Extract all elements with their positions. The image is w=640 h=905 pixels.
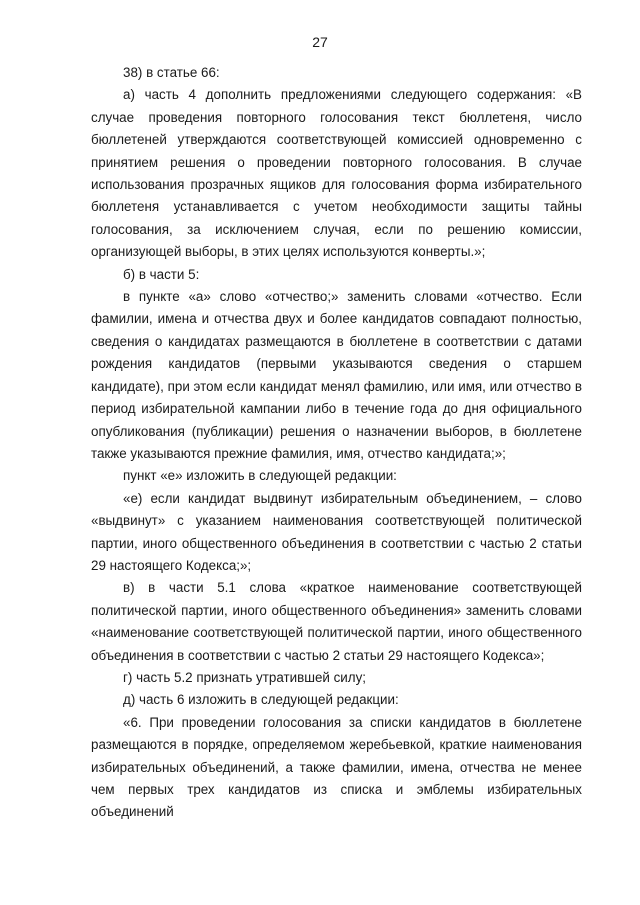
- paragraph-point-e-text: «е) если кандидат выдвинут избирательным объединением, – слово «выдвинут» с указанием наименования соответствующей политической партии, иного общественного объединения в соответствии с частью 2 статьи 29 настоящего Кодекса;»;: [91, 490, 582, 573]
- page-number: 27: [312, 34, 328, 50]
- paragraph-item-a: а) часть 4 дополнить предложениями следующего содержания: «В случае проведения повторного голосования текст бюллетеня, число бюллетеней утверждаются соответствующей комиссией одновременно с принятием решения о проведении повторного голосования. В случае использования прозрачных ящиков для голосования форма избирательного бюллетеня устанавливается с учетом необходимости защиты тайны голосования, за исключением случая, если по решению комиссии, организующей выборы, в этих целях используются конверты.»;: [91, 87, 582, 260]
- paragraph-part-6-text: «6. При проведении голосования за списки кандидатов в бюллетене размещаются в порядке, определяемом жеребьевкой, краткие наименования избирательных объединений, а также фамилии, имена, отчества не менее чем первых трех кандидатов из списка и эмблемы избирательных объединений: [91, 714, 582, 820]
- document-body: [91, 62, 582, 824]
- paragraph-article-66-heading: 38) в статье 66:: [123, 65, 220, 80]
- paragraph-point-a-amendment: в пункте «а» слово «отчество;» заменить словами «отчество. Если фамилии, имена и отчества двух и более кандидатов совпадают полностью, сведения о кандидатах размещаются в бюллетене в соответствии с датами рождения кандидатов (первыми указываются сведения о старшем кандидате), при этом если кандидат менял фамилию, или имя, или отчество в период избирательной кампании либо в течение года до дня официального опубликования (публикации) решения о назначении выборов, в бюллетене также указываются прежние фамилия, имя, отчество кандидата;»;: [91, 289, 582, 461]
- paragraph-item-v: в) в части 5.1 слова «краткое наименование соответствующей политической партии, иного общественного объединения» заменить словами «наименование соответствующей политической партии, иного общественного объединения в соответствии с частью 2 статьи 29 настоящего Кодекса»;: [91, 580, 582, 663]
- paragraph-point-e-heading: пункт «е» изложить в следующей редакции:: [123, 468, 397, 484]
- paragraph-item-b-heading: б) в части 5:: [123, 266, 200, 282]
- paragraph-item-d-heading: д) часть 6 изложить в следующей редакции:: [123, 692, 399, 708]
- paragraph-item-g: г) часть 5.2 признать утратившей силу;: [123, 669, 366, 685]
